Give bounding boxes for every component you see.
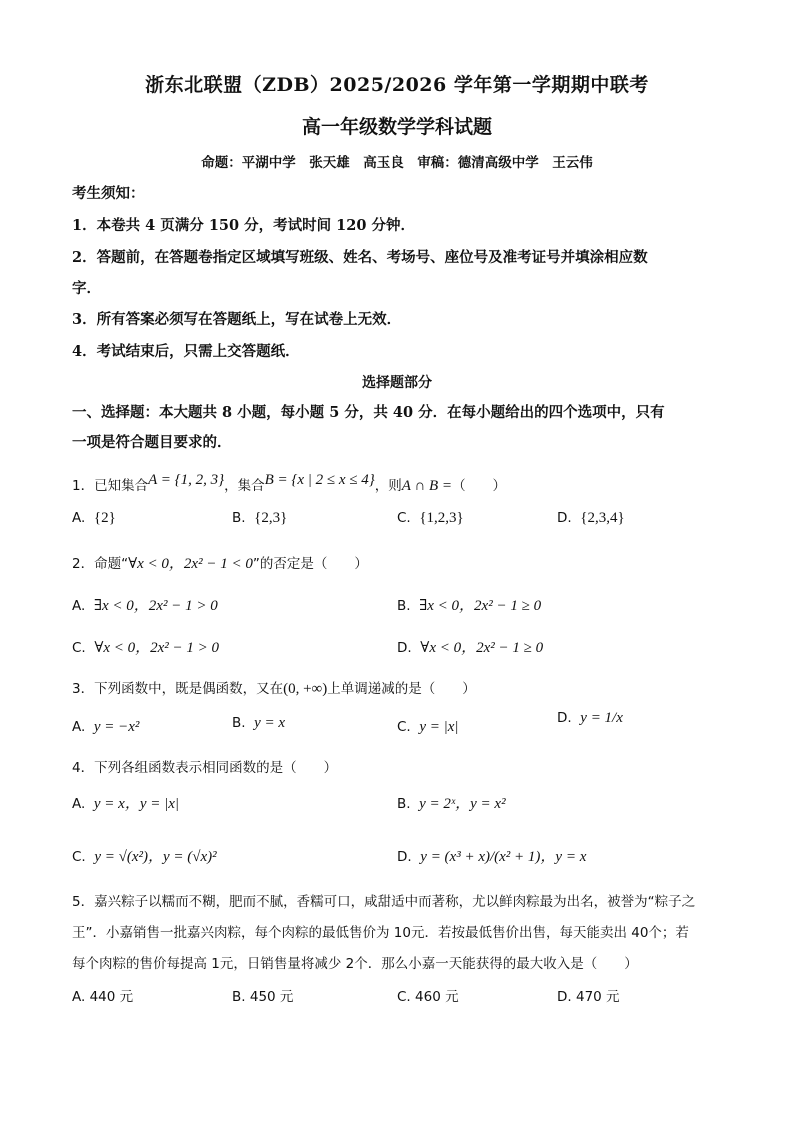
q4-option-c: C. y = √(x²)，y = (√x)² <box>72 849 217 865</box>
q5-option-c: C. 460 元 <box>397 989 459 1005</box>
question-5-line-1: 5．嘉兴粽子以糯而不糊，肥而不腻，香糯可口，咸甜适中而著称，尤以鲜肉粽最为出名，被誉为“粽子之 <box>72 894 696 910</box>
question-3: 3．下列函数中，既是偶函数，又在(0, +∞)上单调递减的是（ ） <box>72 681 476 697</box>
q1-option-c: C. {1,2,3} <box>397 510 464 526</box>
exam-title: 浙东北联盟（ZDB）2025/2026 学年第一学期期中联考 <box>145 74 649 96</box>
q3-interval: (0, +∞) <box>283 681 328 697</box>
q2-option-d: D. ∀x < 0，2x² − 1 ≥ 0 <box>397 640 544 656</box>
q2-option-b: B. ∃x < 0，2x² − 1 ≥ 0 <box>397 598 542 614</box>
part-title: 选择题部分 <box>362 375 432 391</box>
q5-option-a: A. 440 元 <box>72 989 134 1005</box>
q3-option-c: C. y = |x| <box>397 719 459 735</box>
section-instruction-1: 一、选择题：本大题共 8 小题，每小题 5 分，共 40 分．在每小题给出的四个选项中，只有 <box>72 404 665 421</box>
notice-item-2: 2．答题前，在答题卷指定区域填写班级、姓名、考场号、座位号及准考证号并填涂相应数 <box>72 249 648 266</box>
q1-prefix: 1．已知集合 <box>72 478 149 494</box>
q4-option-a: A. y = x，y = |x| <box>72 796 179 812</box>
question-2: 2．命题“∀x < 0，2x² − 1 < 0”的否定是（ ） <box>72 556 368 572</box>
notice-heading: 考生须知： <box>72 185 145 202</box>
authors-line: 命题：平湖中学 张天雄 高玉良 审稿：德清高级中学 王云伟 <box>201 155 593 171</box>
q1-set-a: A = {1, 2, 3} <box>148 472 225 488</box>
q5-option-d: D. 470 元 <box>557 989 620 1005</box>
q1-option-b: B. {2,3} <box>232 510 288 526</box>
notice-item-4: 4．考试结束后，只需上交答题纸． <box>72 343 300 360</box>
q1-option-a: A. {2} <box>72 510 116 526</box>
q5-option-b: B. 450 元 <box>232 989 294 1005</box>
q4-option-b: B. y = 2ˣ，y = x² <box>397 796 506 812</box>
q2-option-a: A. ∃x < 0，2x² − 1 > 0 <box>72 598 218 614</box>
q1-set-b: B = {x | 2 ≤ x ≤ 4} <box>264 472 375 488</box>
question-5-line-2: 王”．小嘉销售一批嘉兴肉粽，每个肉粽的最低售价为 10元．若按最低售价出售，每天能卖出 40个；若 <box>72 925 689 941</box>
q1-mid: ，集合 <box>224 478 265 494</box>
q2-statement: ∀x < 0，2x² − 1 < 0 <box>128 556 253 572</box>
q1-tail: ，则 <box>374 478 402 494</box>
question-4: 4．下列各组函数表示相同函数的是（ ） <box>72 760 338 776</box>
notice-item-2-cont: 字． <box>72 280 101 297</box>
q1-option-d: D. {2,3,4} <box>557 510 625 526</box>
q3-option-b: B. y = x <box>232 715 286 731</box>
section-instruction-2: 一项是符合题目要求的． <box>72 434 232 451</box>
q4-option-d: D. y = (x³ + x)/(x² + 1)，y = x <box>397 849 587 865</box>
q3-option-a: A. y = −x² <box>72 719 140 735</box>
question-5-line-3: 每个肉粽的售价每提高 1元，日销售量将减少 2个．那么小嘉一天能获得的最大收入是（ ） <box>72 956 638 972</box>
q1-expr: A ∩ B = <box>401 478 453 494</box>
q3-option-d: D. y = 1/x <box>557 710 623 726</box>
q2-option-c: C. ∀x < 0，2x² − 1 > 0 <box>72 640 220 656</box>
notice-item-1: 1．本卷共 4 页满分 150 分，考试时间 120 分钟． <box>72 217 415 234</box>
notice-item-3: 3．所有答案必须写在答题纸上，写在试卷上无效． <box>72 311 402 328</box>
q1-paren: （ ） <box>452 478 507 494</box>
question-1 <box>72 474 506 495</box>
exam-subtitle: 高一年级数学学科试题 <box>301 116 492 138</box>
